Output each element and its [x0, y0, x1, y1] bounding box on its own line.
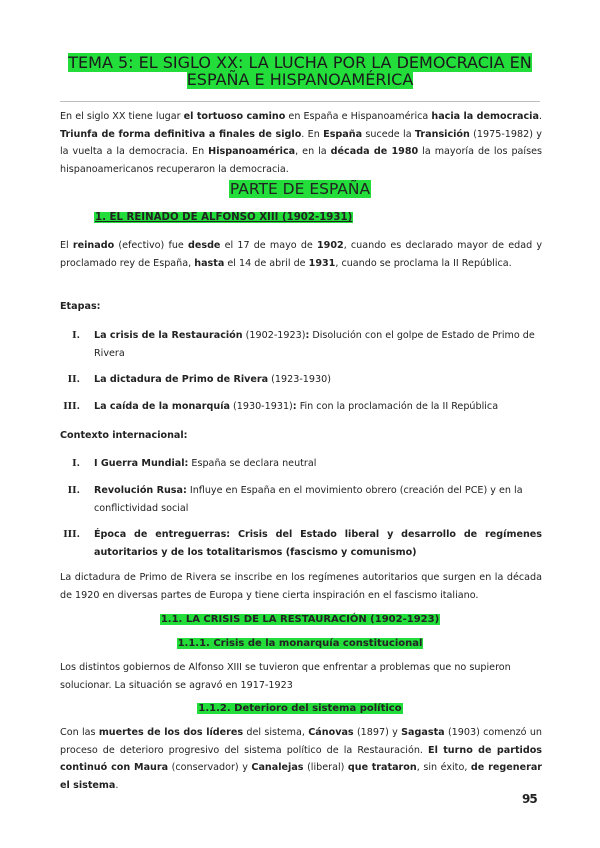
contexto-label: Contexto internacional:	[60, 430, 188, 441]
section-1-heading: 1. EL REINADO DE ALFONSO XIII (1902-1931)	[95, 212, 353, 223]
parte-heading: PARTE DE ESPAÑA	[229, 180, 371, 198]
document-page: TEMA 5: EL SIGLO XX: LA LUCHA POR LA DEMOCRACIA EN ESPAÑA E HISPANOAMÉRICA En el siglo XX tiene lugar el tortuoso camino en España e Hispanoamérica hacia la democracia. Triunfa de forma definitiva a finales de siglo. En España sucede la Transición (1975-1982) y la vuelta a la democracia. En Hispanoamérica, en la década de 1980 la mayoría de los países hispanoamericanos recuperaron la democracia. PARTE DE ESPAÑA 1. EL REINADO DE ALFONSO XIII (1902-1931) El reinado (efectivo) fue desde el 17 de mayo de 1902, cuando es declarado mayor de edad y proclamado rey de España, hasta el 14 de abril de 1931, cuando se proclama la II República. Etapas: I. La crisis de la Restauración (1902-1923): Disolución con el golpe de Estado de Primo de Rivera II. La dictadura de Primo de Rivera (1923-1930) III. La caída de la monarquía (1930-1931): Fin con la proclamación de la II República Contexto internacional: I. I Guerra Mundial: España se declara neutral II. Revolución Rusa: Influye en España en el movimiento obrero (creación del PCE) y en la conflictividad social III. Época de entreguerras: Crisis del Estado liberal y desarrollo de regímenes autoritarios y de los totalitarismos (fascismo y comunismo) La dictadura de Primo de Rivera se inscribe en los regímenes autoritarios que surgen en la década de 1920 en diversas partes de Europa y tiene cierta inspiración en el fascismo italiano. 1.1. LA CRISIS DE LA RESTAURACIÓN (1902-1923) 1.1.1. Crisis de la monarquía constitucional Los distintos gobiernos de Alfonso XIII se tuvieron que enfrentar a problemas que no supieron solucionar. La situación se agravó en 1917-1923 1.1.2. Deterioro del sistema político Con las muertes de los dos líderes del sistema, Cánovas (1897) y Sagasta (1903) comenzó un proceso de deterioro progresivo del sistema político de la Restauración. El turno de partidos continuó con Maura (conservador) y Canalejas (liberal) que trataron, sin éxito, de regenerar el sistema. 95	[0, 0, 600, 848]
dictadura-paragraph: La dictadura de Primo de Rivera se inscribe en los regímenes autoritarios que surgen en la década de 1920 en diversas partes de Europa y tiene cierta inspiración en el fascismo italiano.	[60, 572, 542, 601]
intro-paragraph: En el siglo XX tiene lugar el tortuoso camino en España e Hispanoamérica hacia la democracia. Triunfa de forma definitiva a finales de siglo. En España sucede la Transición (1975-1982) y la vuelta a la democracia. En Hispanoamérica, en la década de 1980 la mayoría de los países hispanoamericanos recuperaron la democracia.	[60, 111, 543, 175]
title-divider	[60, 101, 540, 102]
crisis-paragraph: Los distintos gobiernos de Alfonso XIII se tuvieron que enfrentar a problemas que no supieron solucionar. La situación se agravó en 1917-1923	[60, 662, 511, 691]
reinado-paragraph: El reinado (efectivo) fue desde el 17 de mayo de 1902, cuando es declarado mayor de edad y proclamado rey de España, hasta el 14 de abril de 1931, cuando se proclama la II República.	[60, 240, 543, 269]
section-1-1-1-heading: 1.1.1. Crisis de la monarquía constitucional	[177, 638, 423, 649]
section-1-1-heading: 1.1. LA CRISIS DE LA RESTAURACIÓN (1902-1923)	[160, 614, 440, 625]
section-1-1-2-heading: 1.1.2. Deterioro del sistema político	[198, 703, 402, 714]
page-title	[60, 54, 540, 88]
page-number: 95	[522, 792, 537, 806]
deterioro-paragraph: Con las muertes de los dos líderes del sistema, Cánovas (1897) y Sagasta (1903) comenzó un proceso de deterioro progresivo del sistema político de la Restauración. El turno de partidos continuó con Maura (conservador) y Canalejas (liberal) que trataron, sin éxito, de regenerar el sistema.	[60, 727, 543, 791]
etapas-label: Etapas:	[60, 301, 101, 312]
page-title-text: TEMA 5: EL SIGLO XX: LA LUCHA POR LA DEMOCRACIA EN ESPAÑA E HISPANOAMÉRICA	[68, 53, 532, 89]
